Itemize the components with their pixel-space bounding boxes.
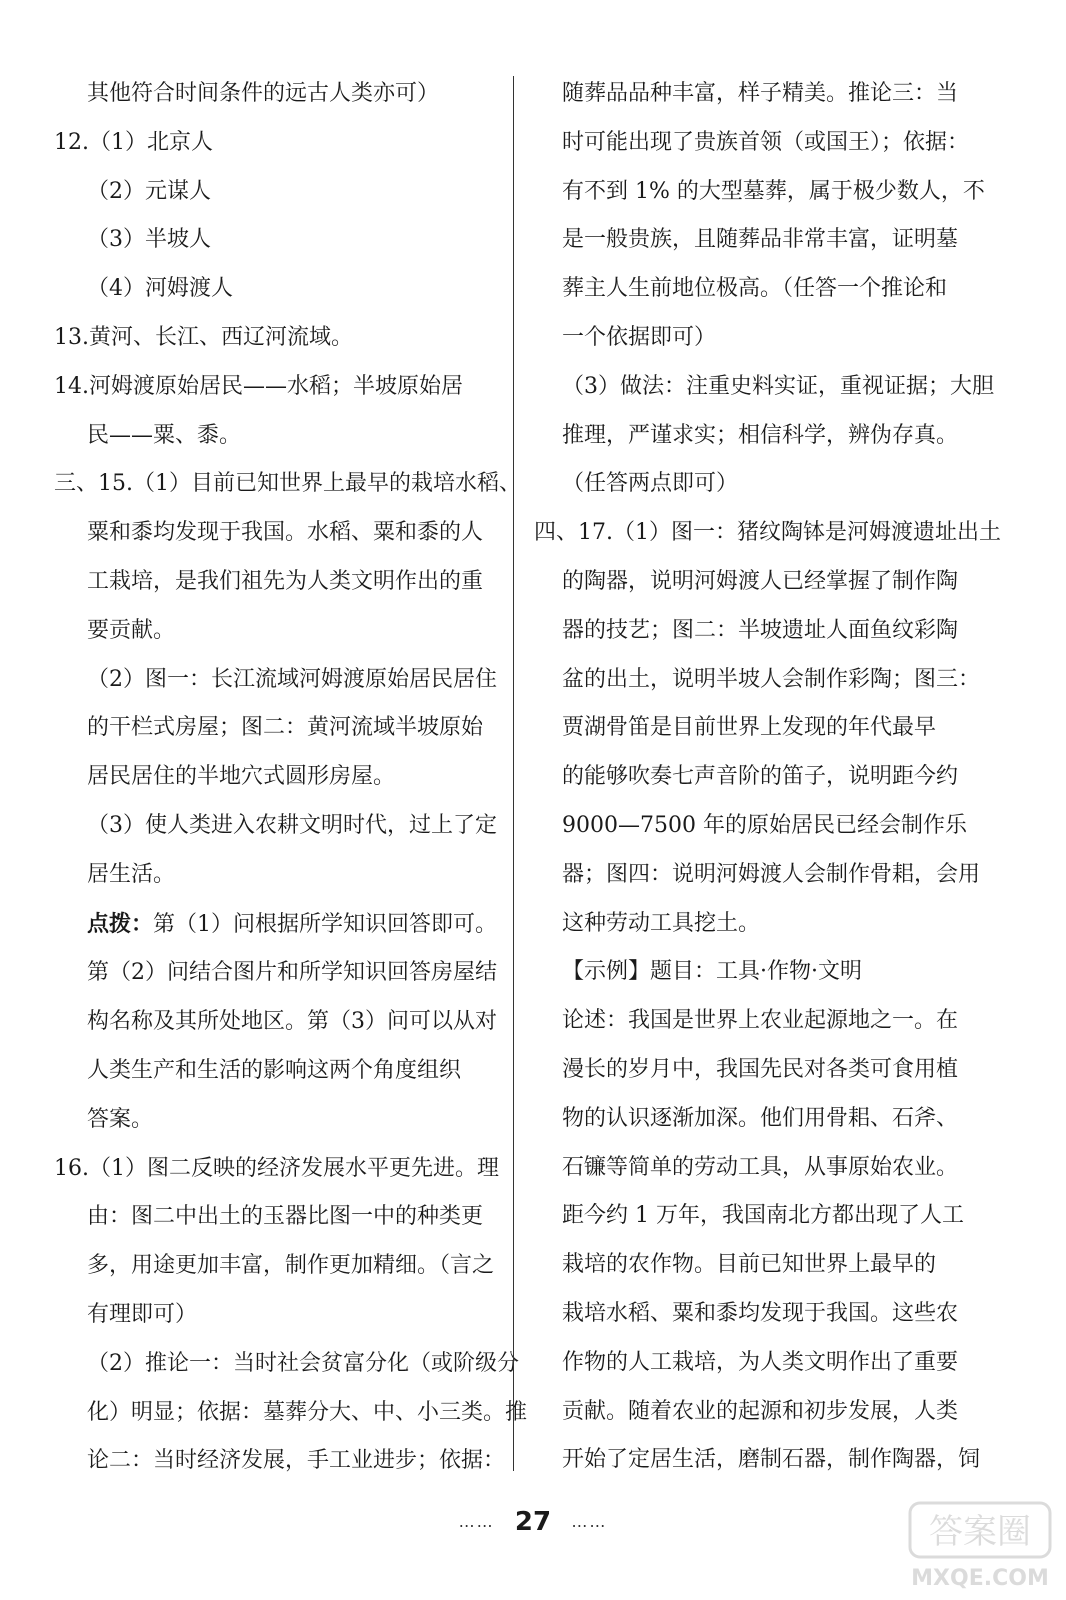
column-divider: [513, 76, 514, 1471]
text-line: [534, 412, 986, 461]
line-text: （4）河姆渡人: [87, 276, 233, 302]
line-text: （3）使人类进入农耕文明时代，过上了定: [87, 812, 497, 838]
text-line: [534, 753, 986, 802]
text-line: [534, 1290, 986, 1339]
line-text: 有理即可）: [87, 1301, 198, 1327]
line-text: 论述：我国是世界上农业起源地之一。在: [562, 1008, 959, 1034]
text-line: [534, 704, 986, 753]
line-text: 作物的人工栽培，为人类文明作出了重要: [562, 1349, 959, 1375]
text-line: [534, 607, 986, 656]
line-text: 时可能出现了贵族首领（或国王）；依据：: [562, 129, 970, 155]
line-text: 其他符合时间条件的远古人类亦可）: [87, 81, 440, 106]
text-line: [54, 1096, 506, 1145]
line-text: 物的认识逐渐加深。他们用骨耜、石斧、: [562, 1105, 959, 1131]
text-line: [534, 1095, 986, 1144]
page-number: 27: [514, 1506, 552, 1537]
line-text: （任答两点即可）: [562, 471, 739, 497]
line-text: 答案。: [87, 1106, 154, 1132]
line-text: 居生活。: [87, 861, 176, 887]
line-text: 葬主人生前地位极高。（任答一个推论和: [562, 276, 948, 302]
line-text: 多，用途更加丰富，制作更加精细。（言之: [87, 1253, 495, 1279]
line-text: 9000—7500 年的原始居民已经会制作乐: [562, 812, 967, 838]
text-line: [534, 460, 986, 509]
line-text: 三、15.（1）目前已知世界上最早的栽培水稻、: [54, 471, 521, 497]
line-text: 是一般贵族，且随葬品非常丰富，证明墓: [562, 227, 959, 253]
line-text: 栽培水稻、粟和黍均发现于我国。这些农: [562, 1300, 959, 1326]
text-line: [54, 851, 506, 900]
text-line: [534, 558, 986, 607]
line-text: （3）做法：注重史料实证，重视证据；大胆: [562, 373, 994, 399]
bold-label: 点拨：: [87, 910, 154, 937]
line-text: 构名称及其所处地区。第（3）问可以从对: [87, 1009, 497, 1035]
text-line: [534, 1339, 986, 1388]
text-line: [534, 900, 986, 949]
line-text: 推理，严谨求实；相信科学，辨伪存真。: [562, 422, 959, 448]
text-line: [54, 509, 506, 558]
text-line: [534, 656, 986, 705]
line-text: 的陶器，说明河姆渡人已经掌握了制作陶: [562, 568, 959, 594]
text-line: [54, 216, 506, 265]
line-text: 贾湖骨笛是目前世界上发现的年代最早: [562, 715, 937, 741]
text-line: [534, 851, 986, 900]
text-line: [534, 70, 986, 119]
line-text: （2）元谋人: [87, 178, 211, 204]
text-line: [534, 1192, 986, 1241]
text-line: [54, 949, 506, 998]
text-line: [534, 1436, 986, 1485]
line-text: 16.（1）图二反映的经济发展水平更先进。理: [54, 1155, 499, 1181]
line-text: 的能够吹奏七声音阶的笛子，说明距今约: [562, 764, 959, 790]
text-line: [54, 656, 506, 705]
line-text: 器；图四：说明河姆渡人会制作骨耜，会用: [562, 861, 981, 887]
text-line: [534, 948, 986, 997]
line-text: 粟和黍均发现于我国。水稻、粟和黍的人: [87, 520, 484, 546]
text-line: [534, 509, 1001, 558]
text-line: [54, 1242, 506, 1291]
line-text: 化）明显；依据：墓葬分大、中、小三类。推: [87, 1399, 528, 1425]
watermark-logo: [900, 1495, 1060, 1595]
line-text: 要贡献。: [87, 617, 176, 643]
text-line: [54, 1340, 519, 1389]
text-line: [534, 168, 986, 217]
text-line: [54, 900, 506, 950]
text-line: [54, 998, 506, 1047]
line-text: 栽培的农作物。目前已知世界上最早的: [562, 1252, 937, 1278]
text-line: [54, 168, 506, 217]
line-text: （2）图一：长江流域河姆渡原始居民居住: [87, 666, 497, 692]
text-line: [54, 802, 506, 851]
watermark-url: MXQE.COM: [911, 1566, 1049, 1591]
text-line: [54, 607, 506, 656]
line-text: 由：图二中出土的玉器比图一中的种类更: [87, 1204, 484, 1230]
line-text: 第（2）问结合图片和所学知识回答房屋结: [87, 960, 497, 986]
text-line: [54, 119, 506, 168]
text-line: [54, 1389, 528, 1438]
text-line: [534, 1388, 986, 1437]
line-text: 的干栏式房屋；图二：黄河流域半坡原始: [87, 715, 484, 741]
text-line: [534, 265, 986, 314]
line-text: 工栽培，是我们祖先为人类文明作出的重: [87, 568, 484, 594]
watermark-logo-text: 答案圈: [929, 1512, 1031, 1552]
line-text: 有不到 1% 的大型墓葬，属于极少数人，不: [562, 178, 985, 204]
text-line: [534, 119, 986, 168]
text-line: [534, 802, 986, 851]
text-line: [54, 704, 506, 753]
line-text: 这种劳动工具挖土。: [562, 910, 761, 936]
line-text: 石镰等简单的劳动工具，从事原始农业。: [562, 1154, 959, 1180]
line-text: （3）半坡人: [87, 227, 211, 253]
line-text: 论二：当时经济发展，手工业进步；依据：: [87, 1448, 506, 1474]
line-text: 盆的出土，说明半坡人会制作彩陶；图三：: [562, 666, 981, 692]
line-text: 器的技艺；图二：半坡遗址人面鱼纹彩陶: [562, 617, 959, 643]
line-text: 13.黄河、长江、西辽河流域。: [54, 324, 353, 350]
text-line: [534, 363, 994, 412]
line-text: 开始了定居生活，磨制石器，制作陶器，饲: [562, 1447, 981, 1473]
text-line: [54, 70, 506, 119]
right-column: [534, 70, 1001, 1485]
line-text: 居民居住的半地穴式圆形房屋。: [87, 764, 396, 790]
text-line: [534, 1241, 986, 1290]
line-text: 随葬品品种丰富，样子精美。推论三：当: [562, 81, 959, 106]
line-text: 人类生产和生活的影响这两个角度组织: [87, 1057, 462, 1083]
text-line: [54, 265, 506, 314]
footer-dots-left: ……: [458, 1512, 495, 1531]
line-text: 四、17.（1）图一：猪纹陶钵是河姆渡遗址出土: [534, 520, 1001, 546]
line-text: 一个依据即可）: [562, 324, 717, 350]
line-text: 贡献。随着农业的起源和初步发展，人类: [562, 1398, 959, 1424]
text-line: [534, 314, 986, 363]
left-column: [54, 70, 528, 1486]
footer-dots-right: ……: [571, 1512, 608, 1531]
line-text: 距今约 1 万年，我国南北方都出现了人工: [562, 1203, 964, 1229]
text-line: [54, 460, 521, 509]
text-line: [534, 216, 986, 265]
line-text: 12.（1）北京人: [54, 129, 213, 155]
text-line: [54, 363, 506, 412]
text-line: [54, 412, 506, 461]
line-text: 14.河姆渡原始居民——水稻；半坡原始居: [54, 373, 463, 399]
line-text: 第（1）问根据所学知识回答即可。: [153, 911, 498, 937]
text-line: [54, 753, 506, 802]
text-line: [54, 1145, 506, 1194]
text-line: [534, 1144, 986, 1193]
line-text: 漫长的岁月中，我国先民对各类可食用植: [562, 1056, 959, 1082]
text-line: [54, 1193, 506, 1242]
line-text: 【示例】题目：工具·作物·文明: [562, 959, 862, 985]
text-line: [54, 1047, 506, 1096]
text-line: [54, 1437, 506, 1486]
line-text: 民——粟、黍。: [87, 422, 242, 448]
text-line: [54, 558, 506, 607]
text-line: [54, 1291, 506, 1340]
text-line: [534, 1046, 986, 1095]
line-text: （2）推论一：当时社会贫富分化（或阶级分: [87, 1350, 519, 1376]
text-line: [54, 314, 506, 363]
text-line: [534, 997, 986, 1046]
